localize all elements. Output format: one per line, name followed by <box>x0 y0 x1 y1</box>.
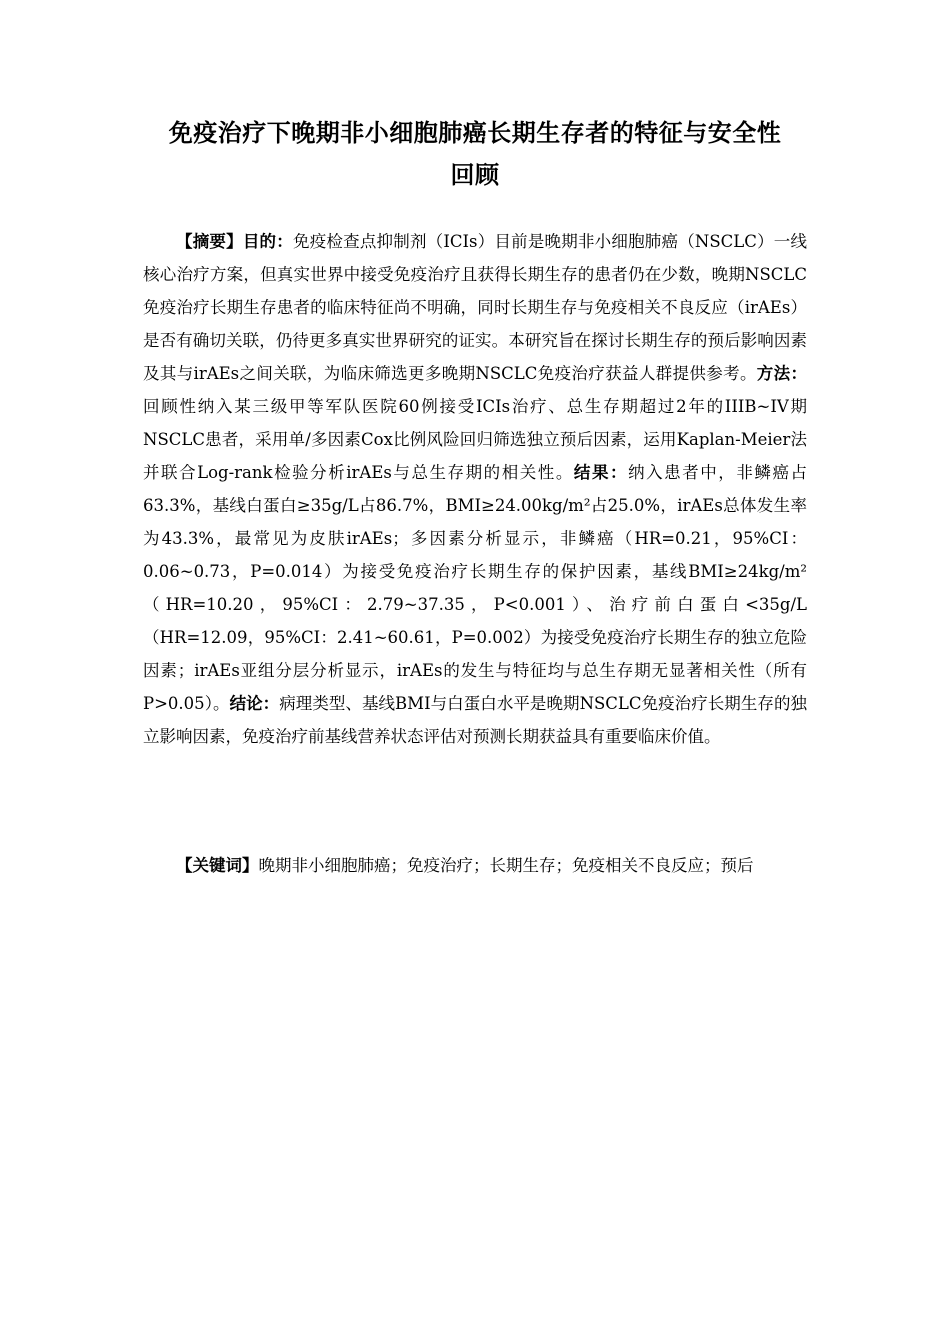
paper-title <box>120 112 830 196</box>
paper-title-line-1: 免疫治疗下晚期非小细胞肺癌长期生存者的特征与安全性 <box>168 119 782 147</box>
methods-label: 方法： <box>756 364 807 383</box>
objective-text: 免疫检查点抑制剂（ICIs）目前是晚期非小细胞肺癌（NSCLC）一线核心治疗方案，但真实世界中接受免疫治疗且获得长期生存的患者仍在少数，晚期NSCLC免疫治疗长期生存患者的临床特征尚不明确，同时长期生存与免疫相关不良反应（irAEs）是否有确切关联，仍待更多真实世界研究的证实。本研究旨在探讨长期生存的预后影响因素及其与irAEs之间关联，为临床筛选更多晚期NSCLC免疫治疗获益人群提供参考。 <box>143 232 808 383</box>
abstract-heading: 【摘要】 <box>176 232 243 251</box>
paper-title-line-2: 回顾 <box>450 161 500 189</box>
abstract-paragraph <box>143 225 807 753</box>
conclusion-text: 病理类型、基线BMI与白蛋白水平是晚期NSCLC免疫治疗长期生存的独立影响因素，免疫治疗前基线营养状态评估对预测长期获益具有重要临床价值。 <box>143 694 807 746</box>
conclusion-label: 结论： <box>229 694 280 713</box>
results-label: 结果： <box>573 463 629 482</box>
objective-label: 目的： <box>242 232 293 251</box>
keywords-text: 晚期非小细胞肺癌；免疫治疗；长期生存；免疫相关不良反应；预后 <box>258 856 754 875</box>
results-text: 纳入患者中，非鳞癌占63.3%，基线白蛋白≥35g/L占86.7%，BMI≥24.00kg/m²占25.0%，irAEs总体发生率为43.3%，最常见为皮肤irAEs；多因素分析显示，非鳞癌（HR=0.21，95%CI：0.06~0.73，P=0.014）为接受免疫治疗长期生存的保护因素，基线BMI≥24kg/m²（HR=10.20，95%CI：2.79~37.35，P<0.001）、治疗前白蛋白<35g/L（HR=12.09，95%CI：2.41~60.61，P=0.002）为接受免疫治疗长期生存的独立危险因素；irAEs亚组分层分析显示，irAEs的发生与特征均与总生存期无显著相关性（所有P>0.05）。 <box>143 463 808 713</box>
keywords-label: 【关键词】 <box>176 856 259 875</box>
methods-text: 回顾性纳入某三级甲等军队医院60例接受ICIs治疗、总生存期超过2年的IIIB~IV期NSCLC患者，采用单/多因素Cox比例风险回归筛选独立预后因素，运用Kaplan-Meier法并联合Log-rank检验分析irAEs与总生存期的相关性。 <box>143 397 807 482</box>
keywords-paragraph <box>143 849 807 882</box>
